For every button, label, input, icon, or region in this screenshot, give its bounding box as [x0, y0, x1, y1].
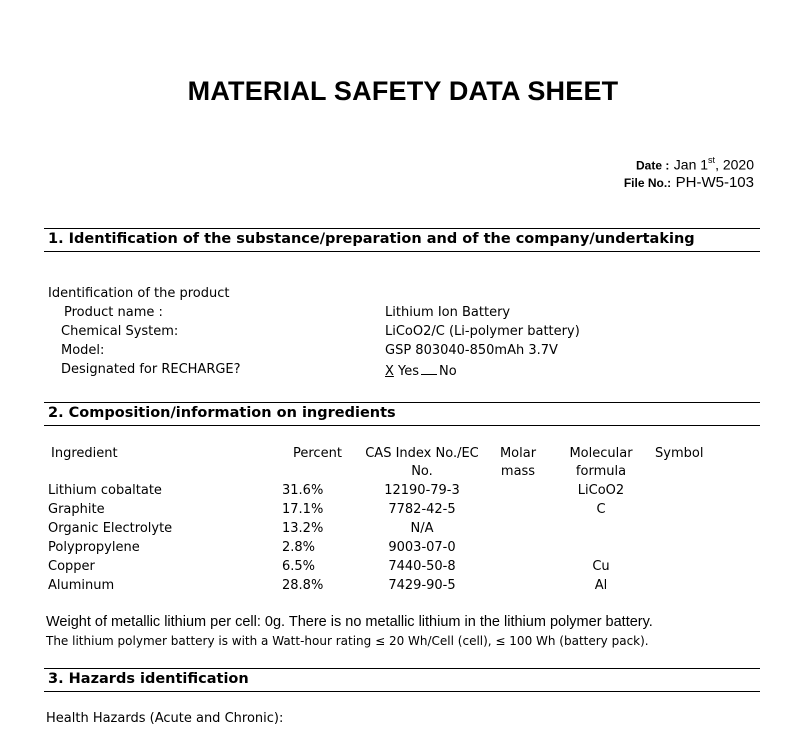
- file-number-line: [624, 174, 754, 192]
- date-value: Jan 1: [673, 156, 709, 173]
- section-2-bottom-rule: [44, 425, 760, 426]
- product-name-value: Lithium Ion Battery: [385, 305, 511, 320]
- table-row-percent: 2.8%: [282, 540, 316, 555]
- recharge-yes: Yes: [398, 364, 420, 379]
- file-number-value: PH-W5-103: [675, 174, 754, 191]
- date-line: [636, 155, 754, 174]
- recharge-blank: [421, 362, 437, 375]
- table-row-ingredient: Aluminum: [48, 578, 115, 593]
- product-name-label: Product name :: [64, 305, 163, 320]
- table-row-cas: 12190-79-3: [384, 483, 460, 498]
- header-formula: [565, 446, 637, 479]
- date-label: Date :: [636, 158, 670, 173]
- header-percent: Percent: [293, 446, 342, 461]
- identification-group-label: Identification of the product: [48, 286, 230, 301]
- model-value: GSP 803040-850mAh 3.7V: [385, 343, 558, 358]
- header-cas: [362, 446, 482, 479]
- model-label: Model:: [61, 343, 105, 358]
- table-row-cas: N/A: [410, 521, 434, 536]
- table-row-formula: LiCoO2: [577, 483, 625, 498]
- chemical-system-value: LiCoO2/C (Li-polymer battery): [385, 324, 580, 339]
- table-row-percent: 28.8%: [282, 578, 324, 593]
- header-formula-line2: formula: [575, 464, 627, 479]
- section-3-heading: 3. Hazards identification: [48, 671, 249, 687]
- health-hazards-label: Health Hazards (Acute and Chronic):: [46, 711, 284, 726]
- section-3-top-rule: [44, 668, 760, 669]
- table-row-cas: 7429-90-5: [388, 578, 456, 593]
- header-ingredient: Ingredient: [51, 446, 118, 461]
- table-row-cas: 7440-50-8: [388, 559, 456, 574]
- table-row-ingredient: Organic Electrolyte: [48, 521, 173, 536]
- table-row-percent: 31.6%: [282, 483, 324, 498]
- section-2-top-rule: [44, 402, 760, 403]
- date-year: , 2020: [715, 156, 754, 173]
- table-row-cas: 9003-07-0: [388, 540, 456, 555]
- document-title: MATERIAL SAFETY DATA SHEET: [187, 76, 619, 106]
- section-1-bottom-rule: [44, 251, 760, 252]
- header-cas-line2: No.: [411, 464, 433, 479]
- table-row-percent: 13.2%: [282, 521, 324, 536]
- table-row-cas: 7782-42-5: [388, 502, 456, 517]
- recharge-label: Designated for RECHARGE?: [61, 362, 241, 377]
- table-row-ingredient: Polypropylene: [48, 540, 140, 555]
- table-row-formula: Al: [594, 578, 608, 593]
- header-molar-line1: Molar: [499, 446, 537, 461]
- lithium-weight-note: Weight of metallic lithium per cell: 0g. There is no metallic lithium in the lithium polymer battery.: [46, 614, 653, 630]
- watt-hour-note: The lithium polymer battery is with a Watt-hour rating ≤ 20 Wh/Cell (cell), ≤ 100 Wh (battery pack).: [46, 634, 649, 648]
- header-symbol: Symbol: [655, 446, 704, 461]
- recharge-answer: [385, 362, 457, 379]
- table-row-ingredient: Lithium cobaltate: [48, 483, 162, 498]
- header-formula-line1: Molecular: [569, 446, 633, 461]
- date-suffix: st: [708, 155, 716, 165]
- table-row-ingredient: Graphite: [48, 502, 105, 517]
- table-row-ingredient: Copper: [48, 559, 95, 574]
- header-molar: [493, 446, 543, 479]
- section-1-heading: 1. Identification of the substance/preparation and of the company/undertaking: [48, 231, 695, 247]
- header-cas-line1: CAS Index No./EC: [365, 446, 479, 461]
- table-row-formula: C: [596, 502, 606, 517]
- section-2-heading: 2. Composition/information on ingredients: [48, 405, 396, 421]
- file-number-label: File No.:: [623, 176, 672, 190]
- table-row-percent: 6.5%: [282, 559, 316, 574]
- section-1-top-rule: [44, 228, 760, 229]
- header-molar-line2: mass: [500, 464, 536, 479]
- table-row-percent: 17.1%: [282, 502, 324, 517]
- section-3-bottom-rule: [44, 691, 760, 692]
- table-row-formula: Cu: [592, 559, 610, 574]
- chemical-system-label: Chemical System:: [61, 324, 179, 339]
- recharge-mark: X: [385, 364, 394, 379]
- recharge-no: No: [439, 364, 457, 379]
